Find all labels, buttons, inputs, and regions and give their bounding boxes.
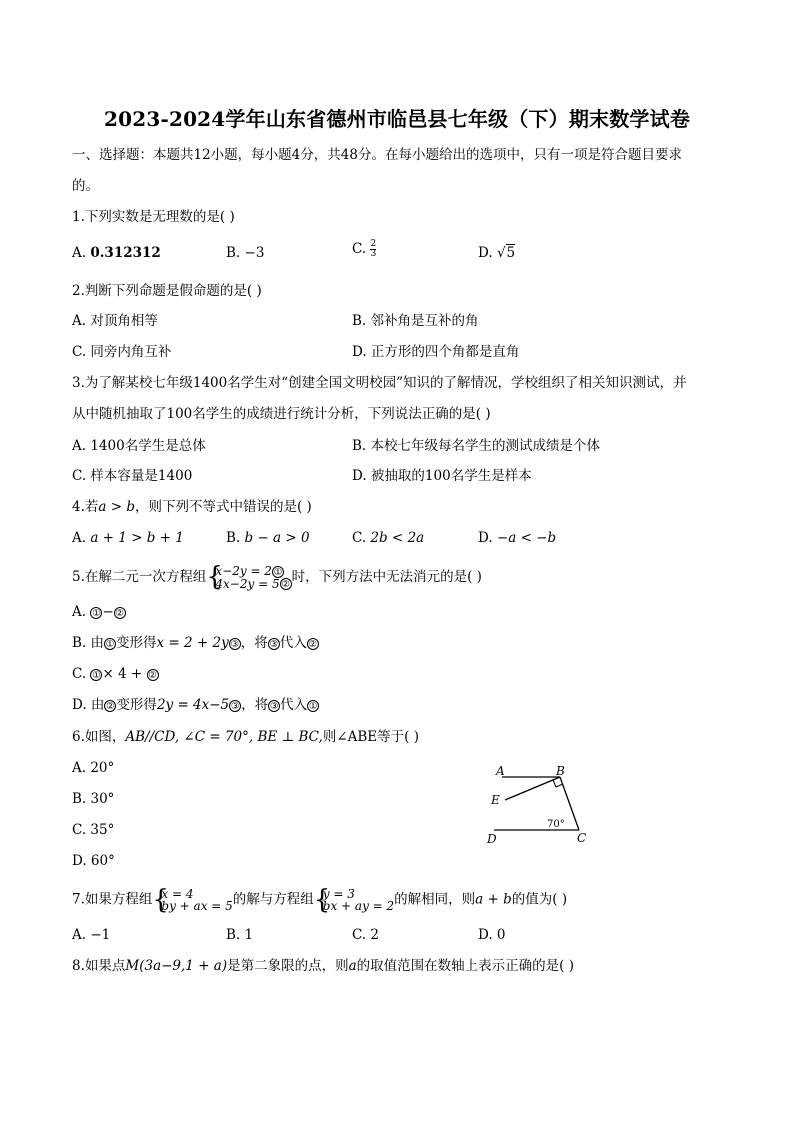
q2-option-c: C. 同旁内角互补 [72,344,172,360]
q1-option-a: A. 0.312312 [72,245,161,261]
q7-option-c: C. 2 [352,927,380,943]
q3-stem-line1: 3.为了解某校七年级1400名学生对“创建全国文明校园”知识的了解情况，学校组织了相关知识测试，并 [72,375,687,391]
q5-option-b: B. 由 ① 变形得x = 2 + 2y ③ ，将 ③ 代入 ② [72,635,317,651]
q5-option-d: D. 由 ② 变形得2y = 4x−5 ③ ，将 ③ 代入 ① [72,697,318,713]
label-b: B [556,764,565,778]
label-a: A [496,764,505,778]
angle-label: 70° [547,819,565,830]
label-c: C [577,831,587,845]
q6-geometry-figure [480,760,600,850]
q4-stem: 4.若a > b，则下列不等式中错误的是( ) [72,499,312,515]
q6-option-d: D. 60° [72,853,115,869]
q4-option-b: B. b − a > 0 [226,530,310,546]
q5-option-a: A. ① − ② [72,604,124,620]
q3-option-a: A. 1400名学生是总体 [72,438,206,454]
q6-option-a: A. 20° [72,760,115,776]
q2-option-d: D. 正方形的四个角都是直角 [352,344,520,360]
equation-system-2: { y = 3 bx + ay = 2 [313,885,395,915]
q3-option-c: C. 样本容量是1400 [72,468,193,484]
q2-stem: 2.判断下列命题是假命题的是( ) [72,283,262,299]
q5-stem: 5.在解二元一次方程组 { x−2y = 2 ① 4x−2y = 5 ② 时，下列方法中无法消元的是( ) [72,562,482,592]
q7-option-d: D. 0 [478,927,506,943]
section-header-line2: 的。 [72,178,99,194]
q6-option-c: C. 35° [72,822,115,838]
equation-system-1: { x = 4 by + ax = 5 [152,885,233,915]
q8-stem: 8.如果点M(3a−9,1 + a)是第二象限的点，则a的取值范围在数轴上表示正确的是( ) [72,958,574,974]
line-be [505,777,560,800]
section-header [72,146,682,164]
label-d: D [487,832,497,846]
q7-option-a: A. −1 [72,927,111,943]
q3-stem-line2: 从中随机抽取了100名学生的成绩进行统计分析，下列说法正确的是( ) [72,406,491,422]
equation-system: { x−2y = 2 ① 4x−2y = 5 ② [206,562,290,592]
page-title: 2023-2024学年山东省德州市临邑县七年级（下）期末数学试卷 [103,107,691,131]
q2-option-b: B. 邻补角是互补的角 [352,313,479,329]
section-header-line1: 一、选择题：本题共12小题，每小题4分，共48分。在每小题给出的选项中，只有一项是符合题目要求 [72,147,682,163]
q4-option-d: D. −a < −b [478,530,557,546]
label-e: E [491,793,500,807]
q1-option-b: B. −3 [226,245,265,261]
fraction: $\frac{2}{3}$ [370,239,377,259]
q6-stem: 6.如图，AB//CD, ∠C = 70°, BE ⊥ BC,则∠ABE等于( ) [72,729,419,745]
q4-option-c: C. 2b < 2a [352,530,425,546]
q3-option-b: B. 本校七年级每名学生的测试成绩是个体 [352,438,601,454]
q1-stem: 1.下列实数是无理数的是( ) [72,209,235,225]
q7-stem: 7.如果方程组 { x = 4 by + ax = 5 的解与方程组 { y = 3 bx + ay = 2 的解相同，则a + b的值为( ) [72,885,568,915]
q7-option-b: B. 1 [226,927,254,943]
q4-option-a: A. a + 1 > b + 1 [72,530,184,546]
q1-option-c: C. $\frac{2}{3}$ [352,239,377,259]
q1-option-d: D. √5 [478,245,516,261]
q3-option-d: D. 被抽取的100名学生是样本 [352,468,532,484]
q6-option-b: B. 30° [72,791,115,807]
q2-option-a: A. 对顶角相等 [72,313,158,329]
q5-option-c: C. ① × 4 + ② [72,666,157,682]
square-root: √5 [496,245,516,261]
